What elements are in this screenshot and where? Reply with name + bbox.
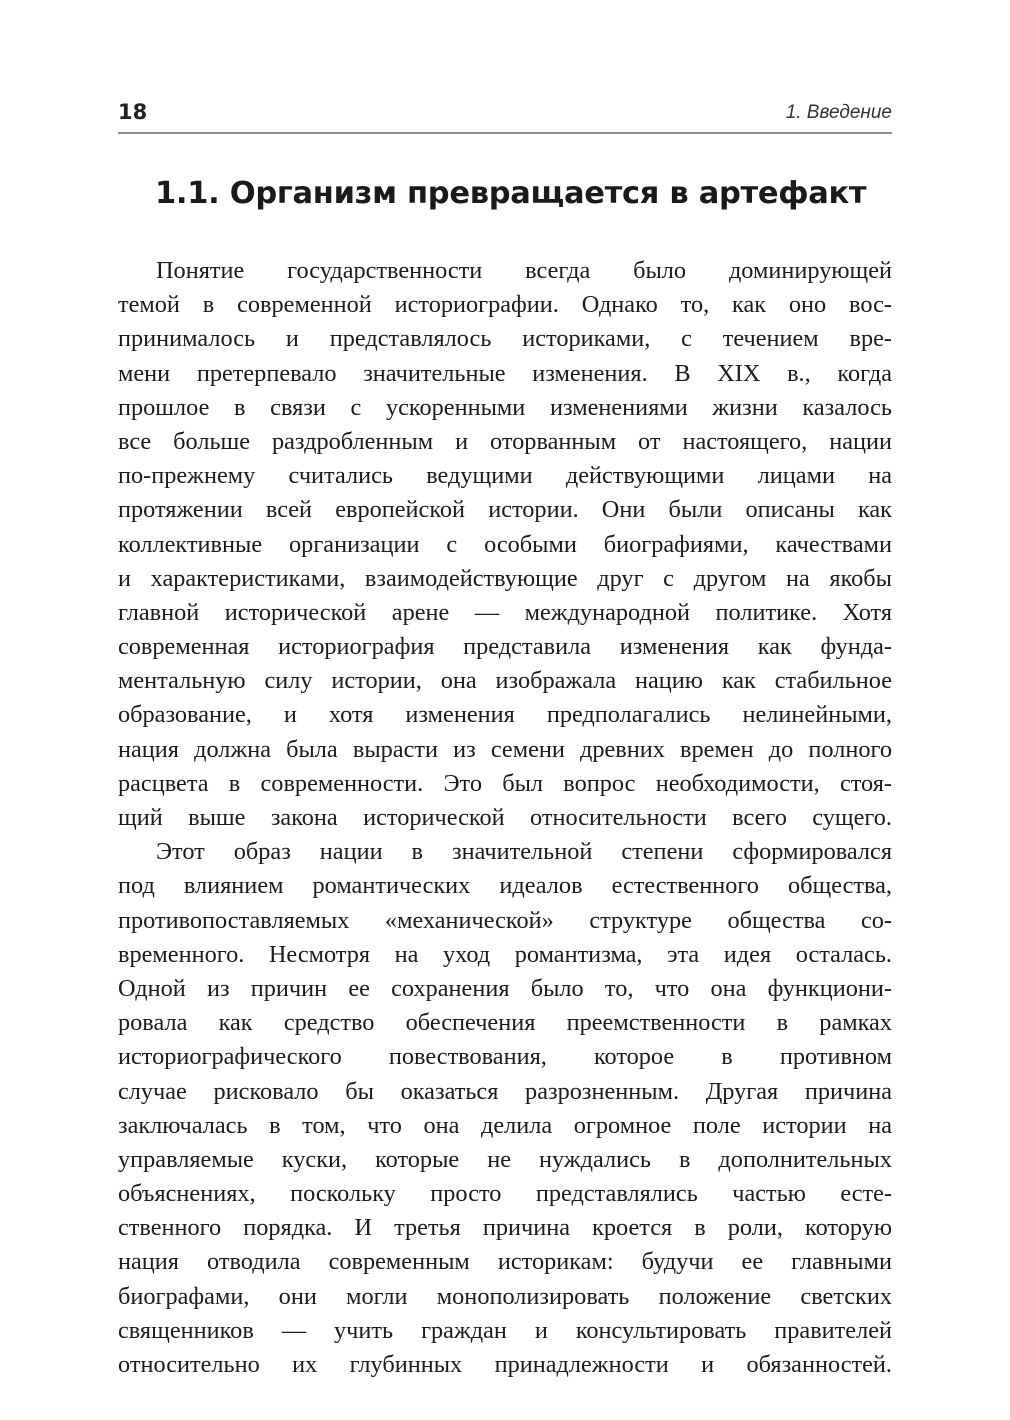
- paragraph: [118, 835, 892, 1382]
- text-line: Понятие государственности всегда было доминирующей: [156, 257, 892, 284]
- text-line: коллективные организации с особыми биографиями, качествами: [118, 530, 892, 558]
- text-line: объяснениях, поскольку просто представлялись частью есте-: [118, 1180, 892, 1208]
- text-line: священников — учить граждан и консультировать правителей: [118, 1316, 892, 1344]
- text-line: заключалась в том, что она делила огромное поле истории на: [118, 1111, 892, 1139]
- text-line: нация отводила современным историкам: будучи ее главными: [118, 1248, 892, 1276]
- text-line: временного. Несмотря на уход романтизма, эта идея осталась.: [118, 940, 892, 968]
- text-line: по-прежнему считались ведущими действующими лицами на: [118, 462, 892, 490]
- text-line: биографами, они могли монополизировать положение светских: [118, 1282, 892, 1310]
- text-line: все больше раздробленным и оторванным от настоящего, нации: [118, 427, 892, 455]
- page-number: 18: [118, 100, 148, 124]
- text-line: нация должна была вырасти из семени древних времен до полного: [118, 735, 892, 763]
- text-line: и характеристиками, взаимодействующие друг с другом на якобы: [118, 564, 892, 592]
- text-line: щий выше закона исторической относительности всего сущего.: [118, 804, 892, 831]
- text-body: [118, 254, 892, 1382]
- text-line: случае рисковало бы оказаться разрозненным. Другая причина: [118, 1077, 892, 1105]
- text-line: Этот образ нации в значительной степени сформировался: [156, 838, 892, 866]
- text-line: Одной из причин ее сохранения было то, что она функциони-: [118, 974, 892, 1002]
- text-line: образование, и хотя изменения предполагались нелинейными,: [118, 701, 892, 729]
- text-line: главной исторической арене — международной политике. Хотя: [118, 598, 892, 626]
- text-line: темой в современной историографии. Однако то, как оно вос-: [118, 291, 892, 319]
- text-line: мени претерпевало значительные изменения. В XIX в., когда: [118, 359, 892, 387]
- running-head: 1. Введение: [785, 102, 892, 123]
- text-line: управляемые куски, которые не нуждались в дополнительных: [118, 1145, 892, 1173]
- page-header: [118, 98, 892, 134]
- text-line: историографического повествования, которое в противном: [118, 1043, 892, 1071]
- text-line: противопоставляемых «механической» структуре общества со-: [118, 906, 892, 934]
- text-line: современная историография представила изменения как фунда-: [118, 633, 892, 661]
- text-line: протяжении всей европейской истории. Они были описаны как: [118, 496, 892, 524]
- text-line: под влиянием романтических идеалов естественного общества,: [118, 872, 892, 900]
- section-title: 1.1. Организм превращается в артефакт: [155, 176, 867, 211]
- text-line: ментальную силу истории, она изображала нацию как стабильное: [118, 667, 892, 695]
- paragraph: [118, 254, 892, 835]
- text-line: ственного порядка. И третья причина кроется в роли, которую: [118, 1214, 892, 1242]
- text-line: принималось и представлялось историками, с течением вре-: [118, 325, 892, 353]
- text-line: относительно их глубинных принадлежности и обязанностей.: [118, 1351, 892, 1378]
- text-line: ровала как средство обеспечения преемственности в рамках: [118, 1009, 892, 1037]
- text-line: расцвета в современности. Это был вопрос необходимости, стоя-: [118, 769, 892, 797]
- text-line: прошлое в связи с ускоренными изменениями жизни казалось: [118, 393, 892, 421]
